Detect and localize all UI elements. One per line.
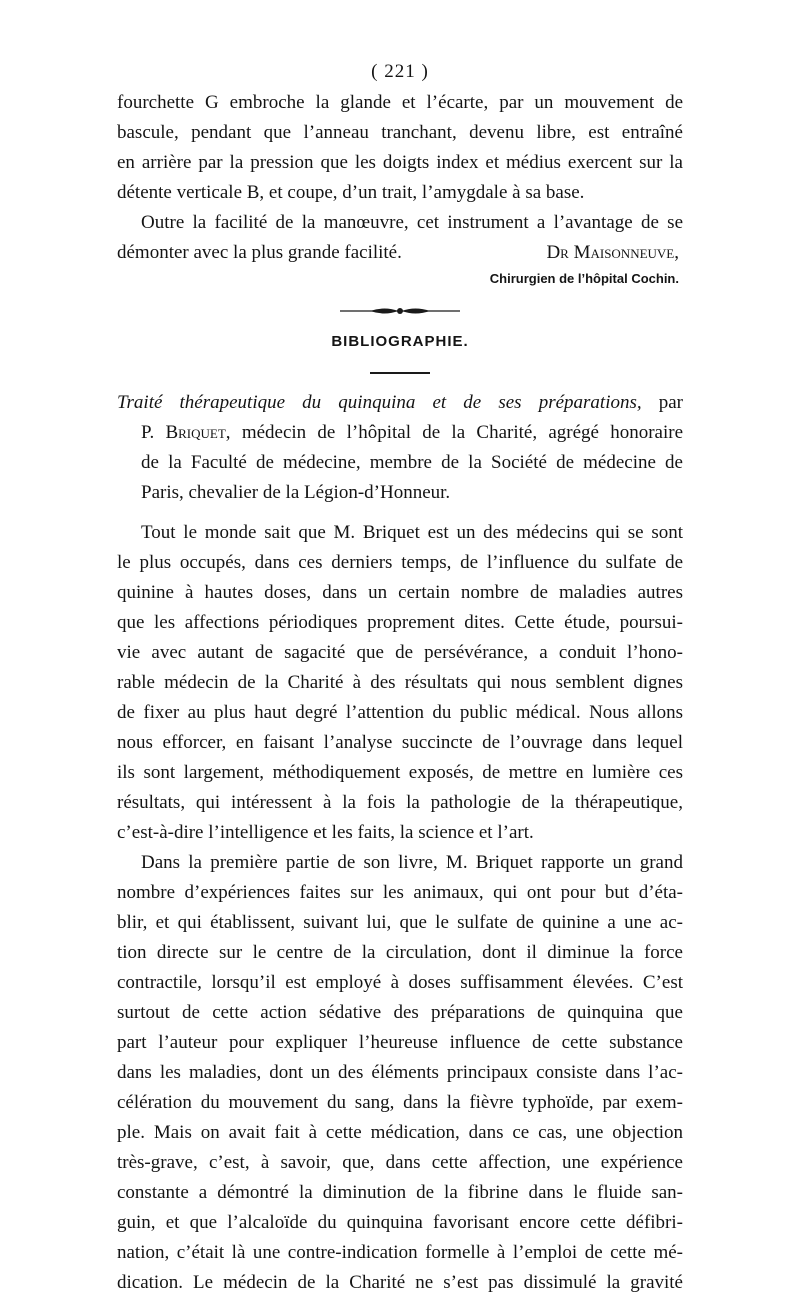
review-paragraph-1 — [117, 518, 683, 848]
text-line: Dans la première partie de son livre, M. Briquet rapporte un grand — [141, 852, 683, 873]
text-line: Tout le monde sait que M. Briquet est un des médecins qui se sont — [141, 522, 683, 543]
text-line: célération du mouvement du sang, dans la fièvre typhoïde, par exem- — [117, 1092, 683, 1113]
text-line: Outre la facilité de la manœuvre, cet instrument a l’avantage de se — [141, 212, 683, 233]
text-line: démonter avec la plus grande facilité. — [117, 242, 402, 263]
closing-paragraph — [117, 208, 683, 292]
review-title-block — [117, 388, 683, 508]
text-line: de fixer au plus haut degré l’attention du public médical. Nous allons — [117, 702, 683, 723]
ornament-divider — [340, 306, 460, 316]
text-line: nombre d’expériences faites sur les animaux, qui ont pour but d’éta- — [117, 882, 683, 903]
text-line: dans les maladies, dont un des éléments principaux consiste dans l’ac- — [117, 1062, 683, 1083]
text-line: constante a démontré la diminution de la fibrine dans le fluide san- — [117, 1182, 683, 1203]
text-line: surtout de cette action sédative des préparations de quinquina que — [117, 1002, 683, 1023]
text-line: fourchette G embroche la glande et l’écarte, par un mouvement de — [117, 92, 683, 113]
text-line: en arrière par la pression que les doigts index et médius exercent sur la — [117, 152, 683, 173]
intro-paragraph — [117, 88, 683, 208]
text-line: guin, et que l’alcaloïde du quinquina favorisant encore cette défibri- — [117, 1212, 683, 1233]
spacer — [117, 508, 683, 518]
text-line: rable médecin de la Charité à des résultats qui nous semblent dignes — [117, 672, 683, 693]
text-fragment: par — [658, 392, 683, 413]
author-affiliation: Chirurgien de l’hôpital Cochin. — [489, 271, 679, 286]
text-line: blir, et qui établissent, suivant lui, que le sulfate de quinine a une ac- — [117, 912, 683, 933]
page-number: ( 221 ) — [371, 61, 429, 82]
text-line: détente verticale B, et coupe, d’un trait, l’amygdale à sa base. — [117, 182, 585, 203]
heading-rule — [370, 372, 430, 374]
book-title: Traité thérapeutique du quinquina et de ses préparations, — [117, 392, 642, 413]
author-signature: Dr Maisonneuve, — [546, 242, 679, 263]
text-line: tion directe sur le centre de la circulation, dont il diminue la force — [117, 942, 683, 963]
text-line: c’est-à-dire l’intelligence et les faits, la science et l’art. — [117, 822, 534, 843]
text-line: vie avec autant de sagacité que de persévérance, a conduit l’hono- — [117, 642, 683, 663]
book-author: P. Briquet, — [141, 422, 231, 443]
text-line: contractile, lorsqu’il est employé à doses suffisamment élevées. C’est — [117, 972, 683, 993]
text-line: part l’auteur pour expliquer l’heureuse influence de cette substance — [117, 1032, 683, 1053]
text-line: le plus occupés, dans ces derniers temps, de l’influence du sulfate de — [117, 552, 683, 573]
text-line: Paris, chevalier de la Légion-d’Honneur. — [141, 482, 451, 503]
section-heading: BIBLIOGRAPHIE. — [331, 333, 469, 350]
document-page — [117, 58, 683, 1298]
review-title-line — [117, 388, 683, 418]
text-line: dication. Le médecin de la Charité ne s’est pas dissimulé la gravité — [117, 1272, 683, 1293]
review-author-line — [117, 418, 683, 448]
text-line: très-grave, c’est, à savoir, que, dans cette affection, une expérience — [117, 1152, 683, 1173]
text-line: quinine à hautes doses, dans un certain nombre de maladies autres — [117, 582, 683, 603]
text-fragment: médecin de l’hôpital de la Charité, agrégé honoraire — [241, 422, 683, 443]
text-line: ils sont largement, méthodiquement exposés, de mettre en lumière ces — [117, 762, 683, 783]
text-line: bascule, pendant que l’anneau tranchant, devenu libre, est entraîné — [117, 122, 683, 143]
text-line: résultats, qui intéressent à la fois la pathologie de la thérapeutique, — [117, 792, 683, 813]
text-line: nous efforcer, en faisant l’analyse succincte de l’ouvrage dans lequel — [117, 732, 683, 753]
text-line: que les affections périodiques proprement dites. Cette étude, poursui- — [117, 612, 683, 633]
text-line: de la Faculté de médecine, membre de la Société de médecine de — [141, 452, 683, 473]
text-line: nation, c’était là une contre-indication formelle à l’emploi de cette mé- — [117, 1242, 683, 1263]
text-line: ple. Mais on avait fait à cette médication, dans ce cas, une objection — [117, 1122, 683, 1143]
signature-row — [117, 238, 683, 268]
review-paragraph-2 — [117, 848, 683, 1298]
